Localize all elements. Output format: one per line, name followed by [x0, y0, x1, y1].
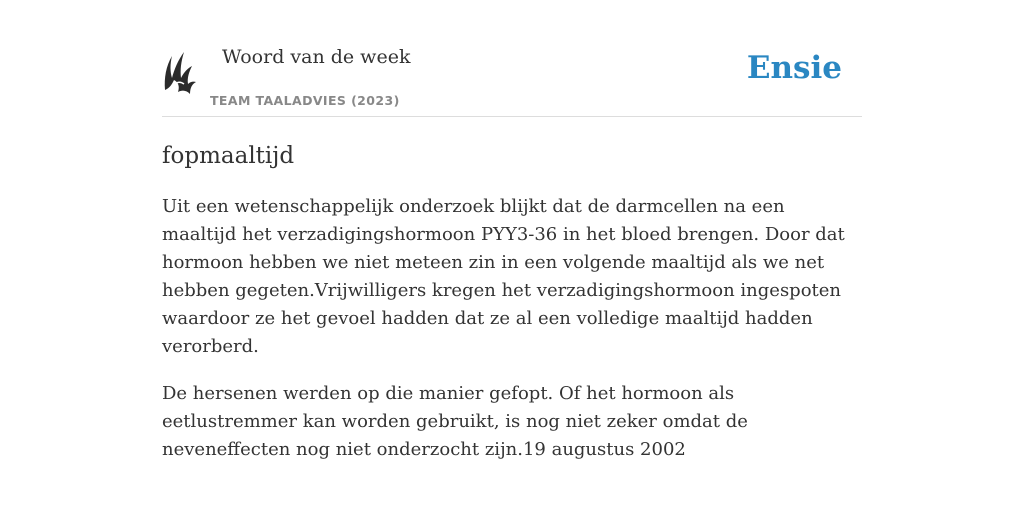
author-label: TEAM TAALADVIES (2023): [210, 93, 400, 108]
article-card: [162, 0, 862, 464]
lion-logo-icon: [162, 48, 198, 96]
article-header: [162, 0, 862, 117]
article-paragraph: De hersenen werden op die manier gefopt. Of het hormoon als eetlustremmer kan worden gebruikt, is nog niet zeker omdat de neveneffecten nog niet onderzocht zijn.19 augustus 2002: [162, 383, 748, 460]
series-title: Woord van de week: [222, 46, 411, 68]
headword-title: fopmaaltijd: [162, 143, 295, 169]
article-paragraph: Uit een wetenschappelijk onderzoek blijkt dat de darmcellen na een maaltijd het verzadigingshormoon PYY3-36 in het bloed brengen. Door dat hormoon hebben we niet meteen zin in een volgende maaltijd als we net hebben gegeten.Vrijwilligers kregen het verzadigingshormoon ingespoten waardoor ze het gevoel hadden dat ze al een volledige maaltijd hadden verorberd.: [162, 196, 845, 357]
brand-logo[interactable]: Ensie: [746, 50, 842, 86]
